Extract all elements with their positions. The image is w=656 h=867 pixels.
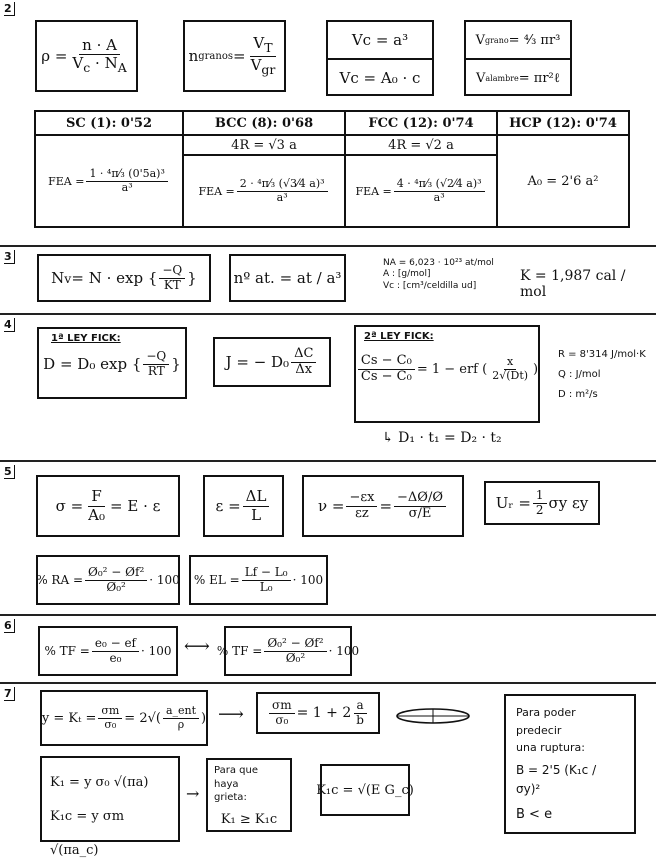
k1c-formula: K₁c = y σm √(πa_c) — [50, 808, 125, 858]
elliptical-crack-icon — [395, 704, 471, 728]
molar-mass-note: A : [g/mol] — [383, 269, 431, 280]
thickness-reduction-formula: % TF = $\frac{\text{e₀ − ef}}{\text{e₀}}$ · 100 — [38, 626, 178, 676]
sc-header: SC (1): 0'52 — [35, 111, 183, 135]
bcc-fea-formula: FEA = $\frac{\text{2 · ⁴π⁄₃ (√3⁄4 a)³}}{\text{a³}}$ — [184, 178, 344, 204]
section3-notes — [383, 258, 494, 292]
fcc-fea-formula: FEA = $\frac{\text{4 · ⁴π⁄₃ (√2⁄4 a)³}}{\text{a³}}$ — [346, 178, 496, 204]
section4-units — [558, 345, 646, 405]
sc-fea-cell — [35, 135, 183, 227]
stress-ratio-formula: $\frac{\sigma m}{\text{σ₀}}$ = 1 + 2 $\frac{a}{b}$ — [256, 692, 380, 734]
grain-count-formula: n granos = $\frac{V_T}{V_{gr}}$ — [183, 20, 286, 92]
fick1-formula: D = D₀ exp { $\frac{-Q}{RT}$ } — [43, 349, 181, 378]
diameter-reduction-formula: % TF = $\frac{\text{Ø₀² − Øf²}}{\text{Ø₀²}}$ · 100 — [224, 626, 352, 676]
poisson-formula: ν = $\frac{-\varepsilon x}{\varepsilon z}$ = $\frac{-\Delta Ø/Ø}{\sigma/E}$ — [302, 475, 464, 537]
elongation-formula: % EL = $\frac{\text{Lf − L₀}}{\text{L₀}}$ · 100 — [189, 555, 328, 605]
equivalence-arrow: ⟷ — [184, 636, 210, 657]
hcp-header: HCP (12): 0'74 — [497, 111, 629, 135]
cell-volume-box — [326, 20, 434, 96]
density-formula: ρ = $\frac{n \cdot A}{V_c \cdot N_A}$ — [35, 20, 138, 92]
section-number: 5 — [4, 465, 15, 478]
k1-formula: K₁ = y σ₀ √(πa) — [50, 775, 149, 790]
section-divider — [0, 460, 656, 462]
fick2-box — [354, 325, 540, 423]
rupture-condition: B < e — [516, 807, 553, 823]
q-unit: Q : J/mol — [558, 369, 601, 380]
stress-intensity-box — [40, 756, 180, 858]
avogadro-note: NA = 6,023 · 10²³ at/mol — [383, 258, 494, 268]
cell-volume-cube: Vc = a³ — [328, 22, 432, 60]
fcc-header: FCC (12): 0'74 — [345, 111, 497, 135]
resilience-formula: Uᵣ = $\frac{1}{2}$ σy εy — [484, 481, 600, 525]
wire-volume: V alambre = πr²ℓ — [476, 70, 560, 86]
crack-condition: K₁ ≥ K₁c — [220, 811, 278, 827]
boltzmann-constant: K = 1,987 cal / mol — [520, 268, 626, 300]
stress-concentration-formula: y = Kₜ = $\frac{\sigma m}{\text{σ₀}}$ = 2√( $\frac{\text{a\_ent}}{\rho}$ ) — [40, 690, 208, 746]
cell-volume-note: Vc : [cm³/celdilla ud] — [383, 280, 477, 291]
fick1-box — [37, 327, 187, 399]
atoms-per-volume: nº at. = at / a³ — [229, 254, 346, 302]
area-reduction-formula: % RA = $\frac{\text{Ø₀² − Øf²}}{\text{Ø₀²}}$ · 100 — [36, 555, 180, 605]
flux-formula: J = − D₀ $\frac{\Delta C}{\Delta x}$ — [213, 337, 331, 387]
rupture-prediction-box — [504, 694, 636, 834]
crack-note-line: grieta: — [214, 792, 247, 803]
fick2-formula: $\frac{\text{Cs − C₀}}{\text{Cs − C₀}}$ = 1 − erf ( $\frac{x}{2√(Dt)}$ ) — [356, 354, 538, 385]
k1c-energy-formula: K₁c = √(E G_c) — [320, 764, 410, 816]
section-divider — [0, 614, 656, 616]
section-divider — [0, 682, 656, 684]
vacancy-formula: N v = N · exp { $\frac{-Q}{KT}$ } — [37, 254, 211, 302]
grain-volume: V grano = ⁴⁄₃ πr³ — [466, 22, 570, 60]
fcc-relation: 4R = √2 a — [345, 135, 497, 155]
crack-condition-box — [206, 758, 292, 832]
section-number: 7 — [4, 687, 15, 700]
section-number: 2 — [4, 2, 15, 15]
cell-volume-area: Vc = A₀ · c — [339, 69, 421, 87]
bcc-header: BCC (8): 0'68 — [183, 111, 345, 135]
sc-fea-formula: FEA = $\frac{\text{1 · ⁴π⁄₃ (0'5a)³}}{\text{a³}}$ — [36, 168, 182, 194]
section-number: 6 — [4, 619, 15, 632]
strain-formula: ε = $\frac{\Delta L}{L}$ — [203, 475, 284, 537]
gas-constant: R = 8'314 J/mol·K — [558, 349, 646, 360]
bcc-fea-cell — [183, 155, 345, 227]
diffusion-equivalence: ↳ D₁ · t₁ = D₂ · t₂ — [382, 430, 502, 446]
section-divider — [0, 245, 656, 247]
crack-note-line: Para que haya — [214, 765, 258, 790]
rupture-line: Para poder predecir — [516, 706, 576, 737]
stress-formula: σ = $\frac{F}{\text{A₀}}$ = E · ε — [36, 475, 180, 537]
section-number: 4 — [4, 318, 15, 331]
fcc-fea-cell — [345, 155, 497, 227]
fick2-title: 2ª LEY FICK: — [364, 331, 434, 342]
hcp-area: A₀ = 2'6 a² — [497, 135, 629, 227]
rupture-line: una ruptura: — [516, 741, 585, 755]
fick1-title: 1ª LEY FICK: — [51, 333, 121, 344]
volume-box — [464, 20, 572, 96]
section-divider — [0, 313, 656, 315]
rupture-formula: B = 2'5 (K₁c / σy)² — [516, 762, 597, 796]
section-number: 3 — [4, 250, 15, 263]
arrow-right: ⟶ — [218, 704, 244, 725]
bcc-relation: 4R = √3 a — [183, 135, 345, 155]
d-unit: D : m²/s — [558, 389, 598, 400]
arrow-right: → — [186, 784, 200, 803]
crystal-structure-table — [34, 110, 630, 228]
